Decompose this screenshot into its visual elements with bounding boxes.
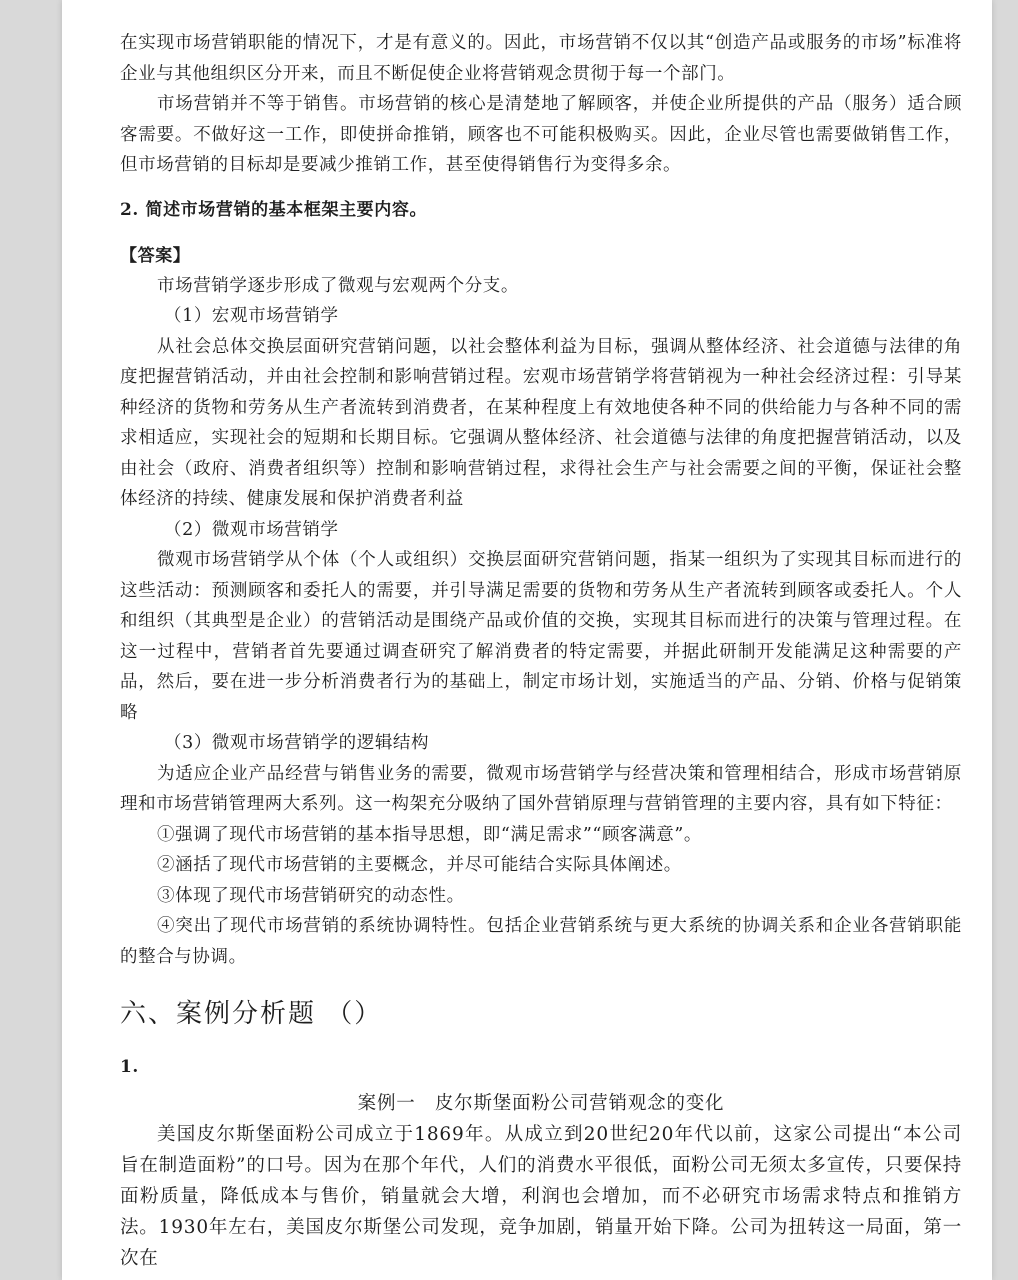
- subsection-3-title: （3）微观市场营销学的逻辑结构: [164, 733, 430, 753]
- question-1-number: 1.: [120, 1057, 139, 1077]
- subsection-2-body: 微观市场营销学从个体（个人或组织）交换层面研究营销问题，指某一组织为了实现其目标而进行的这些活动：预测顾客和委托人的需要，并引导满足需要的货物和劳务从生产者流转到顾客或委托人。个人和组织（其典型是企业）的营销活动是围绕产品或价值的交换，实现其目标而进行的决策与管理过程。在这一过程中，营销者首先要通过调查研究了解消费者的特定需要，并据此研制开发能满足这种需要的产品，然后，要在进一步分析消费者行为的基础上，制定市场计划，实施适当的产品、分销、价格与促销策略: [120, 550, 962, 723]
- paragraph-top-2: 市场营销并不等于销售。市场营销的核心是清楚地了解顾客，并使企业所提供的产品（服务）适合顾客需要。不做好这一工作，即使拼命推销，顾客也不可能积极购买。因此，企业尽管也需要做销售工作，但市场营销的目标却是要减少推销工作，甚至使得销售行为变得多余。: [120, 94, 962, 175]
- section-6-heading: 六、案例分析题 （）: [120, 999, 383, 1029]
- feature-item: ④突出了现代市场营销的系统协调特性。包括企业营销系统与更大系统的协调关系和企业各营销职能的整合与协调。: [120, 916, 962, 967]
- question-2-heading: 2. 简述市场营销的基本框架主要内容。: [120, 199, 428, 220]
- feature-item: ③体现了现代市场营销研究的动态性。: [157, 885, 465, 906]
- document-page: [62, 0, 992, 1280]
- feature-item: ①强调了现代市场营销的基本指导思想，即“满足需求”“顾客满意”。: [157, 824, 702, 845]
- subsection-3-body: 为适应企业产品经营与销售业务的需要，微观市场营销学与经营决策和管理相结合，形成市场营销原理和市场营销管理两大系列。这一构架充分吸纳了国外营销原理与营销管理的主要内容，具有如下特征：: [120, 763, 962, 814]
- subsection-2-title: （2）微观市场营销学: [164, 519, 339, 540]
- feature-item: ②涵括了现代市场营销的主要概念，并尽可能结合实际具体阐述。: [157, 855, 682, 875]
- intro-paragraph: 市场营销学逐步形成了微观与宏观两个分支。: [157, 275, 519, 296]
- case-block: [120, 1088, 962, 1274]
- paragraph-top-1: 在实现市场营销职能的情况下，才是有意义的。因此，市场营销不仅以其“创造产品或服务的市场”标准将企业与其他组织区分开来，而且不断促使企业将营销观念贯彻于每一个部门。: [120, 33, 962, 84]
- subsection-1-body: 从社会总体交换层面研究营销问题，以社会整体利益为目标，强调从整体经济、社会道德与法律的角度把握营销活动，并由社会控制和影响营销过程。宏观市场营销学将营销视为一种社会经济过程：引导某种经济的货物和劳务从生产者流转到消费者，在某种程度上有效地使各种不同的供给能力与各种不同的需求相适应，实现社会的短期和长期目标。它强调从整体经济、社会道德与法律的角度把握营销活动，以及由社会（政府、消费者组织等）控制和影响营销过程，求得社会生产与社会需要之间的平衡，保证社会整体经济的持续、健康发展和保护消费者利益: [120, 336, 962, 509]
- document-content: [120, 28, 962, 1274]
- subsection-1-title: （1）宏观市场营销学: [164, 306, 339, 326]
- case-title: 案例一 皮尔斯堡面粉公司营销观念的变化: [357, 1093, 725, 1114]
- answer-label: 【答案】: [120, 245, 191, 266]
- case-paragraph: 美国皮尔斯堡面粉公司成立于1869年。从成立到20世纪20年代以前，这家公司提出“本公司旨在制造面粉”的口号。因为在那个年代，人们的消费水平很低，面粉公司无须太多宣传，只要保持面粉质量，降低成本与售价，销量就会大增，利润也会增加，而不必研究市场需求特点和推销方法。1930年左右，美国皮尔斯堡公司发现，竞争加剧，销量开始下降。公司为扭转这一局面，第一次在: [120, 1124, 962, 1269]
